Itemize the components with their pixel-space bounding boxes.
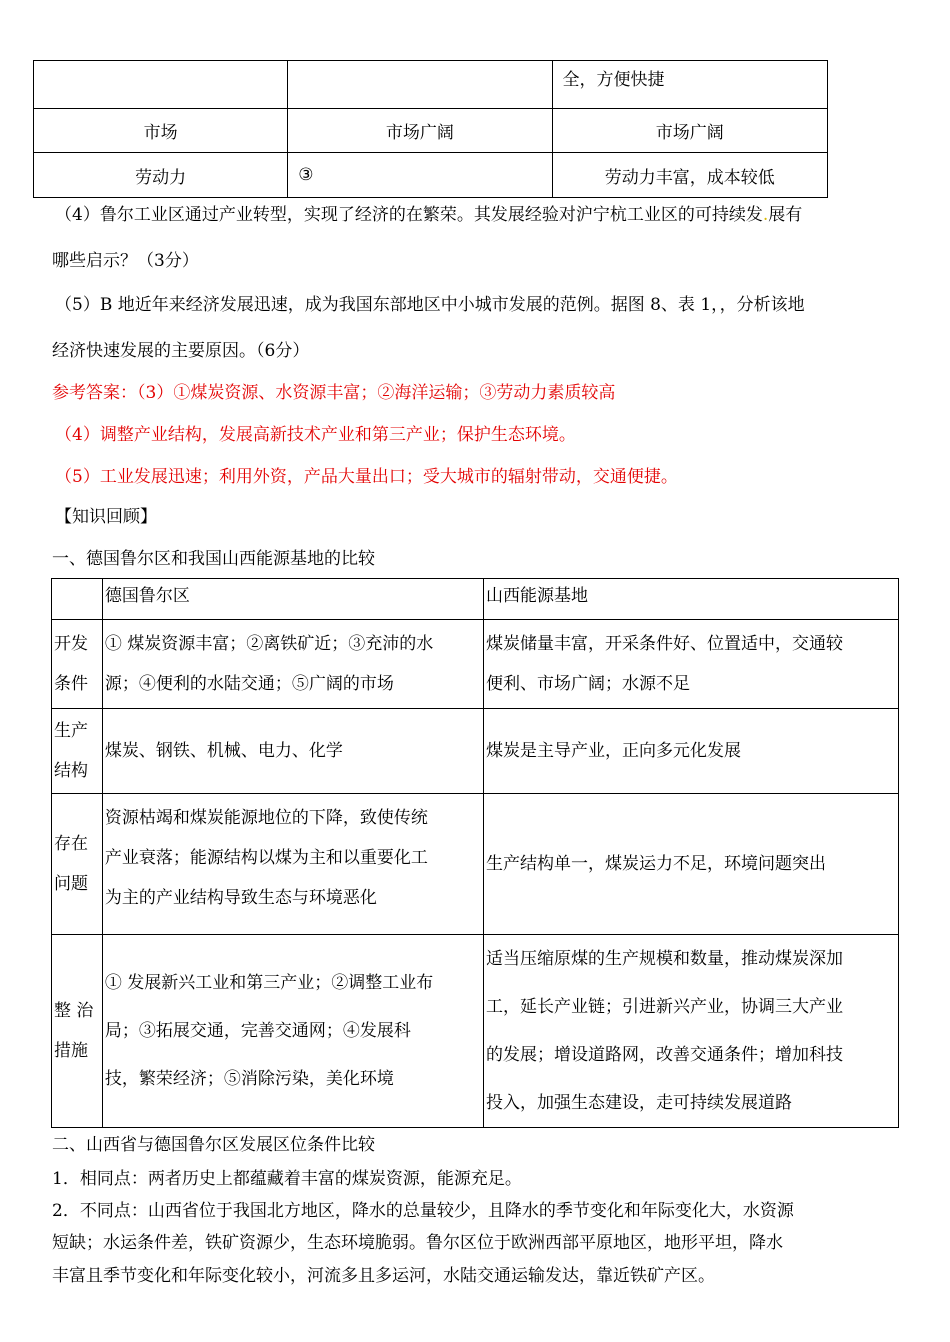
answer-4: （4）调整产业结构，发展高新技术产业和第三产业；保护生态环境。: [55, 425, 576, 445]
table-cell: [288, 61, 552, 109]
table-cell: 劳动力: [34, 153, 288, 198]
table-cell: 煤炭、钢铁、机械、电力、化学: [102, 709, 483, 794]
table-cell: ① 发展新兴工业和第三产业；②调整工业布 局；③拓展交通，完善交通网；④发展科 技，繁荣经济；⑤消除污染，美化环境: [102, 935, 483, 1128]
table-row: [34, 61, 828, 109]
table-cell: 全，方便快捷: [552, 61, 827, 109]
table-cell: 市场广阔: [552, 109, 827, 153]
row-label: 整 治 措施: [52, 935, 103, 1128]
answer-5: （5）工业发展迅速；利用外资，产品大量出口；受大城市的辐射带动，交通便捷。: [55, 467, 678, 487]
stray-mark: .: [762, 205, 769, 225]
answer-3: 参考答案：（3）①煤炭资源、水资源丰富；②海洋运输；③劳动力素质较高: [52, 383, 616, 403]
table-cell: ① 煤炭资源丰富；②离铁矿近；③充沛的水 源；④便利的水陆交通；⑤广阔的市场: [102, 620, 483, 709]
knowledge-review-heading: 【知识回顾】: [55, 507, 157, 527]
table-cell: ③: [288, 153, 552, 198]
table-cell: 市场广阔: [288, 109, 552, 153]
table-header-row: [52, 579, 899, 620]
table-cell: 劳动力丰富，成本较低: [552, 153, 827, 198]
question-text: 展有: [768, 205, 803, 225]
table-header-cell: 德国鲁尔区: [102, 579, 483, 620]
table-header-cell: 山西能源基地: [483, 579, 898, 620]
question-5-line-1: （5）B 地近年来经济发展迅速，成为我国东部地区中小城市发展的范例。据图 8、表 1，，分析该地: [55, 295, 805, 315]
point-2-line-1: 2．不同点：山西省位于我国北方地区，降水的总量较少，且降水的季节变化和年际变化大，水资源: [52, 1201, 794, 1221]
section-1-title: 一、德国鲁尔区和我国山西能源基地的比较: [52, 549, 375, 569]
row-label: 生产 结构: [52, 709, 103, 794]
table-cell: 煤炭是主导产业，正向多元化发展: [483, 709, 898, 794]
question-text: （4）鲁尔工业区通过产业转型，实现了经济的在繁荣。其发展经验对沪宁杭工业区的可持续发: [55, 205, 763, 225]
question-4-line-2: 哪些启示？（3分）: [52, 251, 199, 271]
table-cell: [34, 61, 288, 109]
table-row: [34, 109, 828, 153]
table-row: [52, 794, 899, 935]
table-cell: 资源枯竭和煤炭能源地位的下降，致使传统 产业衰落；能源结构以煤为主和以重要化工 为主的产业结构导致生态与环境恶化: [102, 794, 483, 935]
point-2-line-2: 短缺；水运条件差，铁矿资源少，生态环境脆弱。鲁尔区位于欧洲西部平原地区，地形平坦，降水: [52, 1233, 783, 1253]
table-cell: 适当压缩原煤的生产规模和数量，推动煤炭深加 工，延长产业链；引进新兴产业，协调三大产业 的发展；增设道路网，改善交通条件；增加科技 投入，加强生态建设，走可持续发展道路: [483, 935, 898, 1128]
table-row: [52, 935, 899, 1128]
point-1: 1．相同点：两者历史上都蕴藏着丰富的煤炭资源，能源充足。: [52, 1169, 522, 1189]
question-5-line-2: 经济快速发展的主要原因。（6分）: [52, 341, 310, 361]
table-header-cell: [52, 579, 103, 620]
table-row: [52, 620, 899, 709]
table-cell: 市场: [34, 109, 288, 153]
table-row: [52, 709, 899, 794]
comparison-table: [51, 578, 899, 1128]
row-label: 开发 条件: [52, 620, 103, 709]
table-cell: 生产结构单一，煤炭运力不足，环境问题突出: [483, 794, 898, 935]
table-row: [34, 153, 828, 198]
question-4-line-1: [55, 200, 802, 225]
table-cell: 煤炭储量丰富，开采条件好、位置适中，交通较 便利、市场广阔；水源不足: [483, 620, 898, 709]
point-2-line-3: 丰富且季节变化和年际变化较小，河流多且多运河，水陆交通运输发达，靠近铁矿产区。: [52, 1266, 715, 1286]
comparison-table-continued: [33, 60, 828, 198]
row-label: 存在 问题: [52, 794, 103, 935]
section-2-title: 二、山西省与德国鲁尔区发展区位条件比较: [52, 1135, 375, 1155]
